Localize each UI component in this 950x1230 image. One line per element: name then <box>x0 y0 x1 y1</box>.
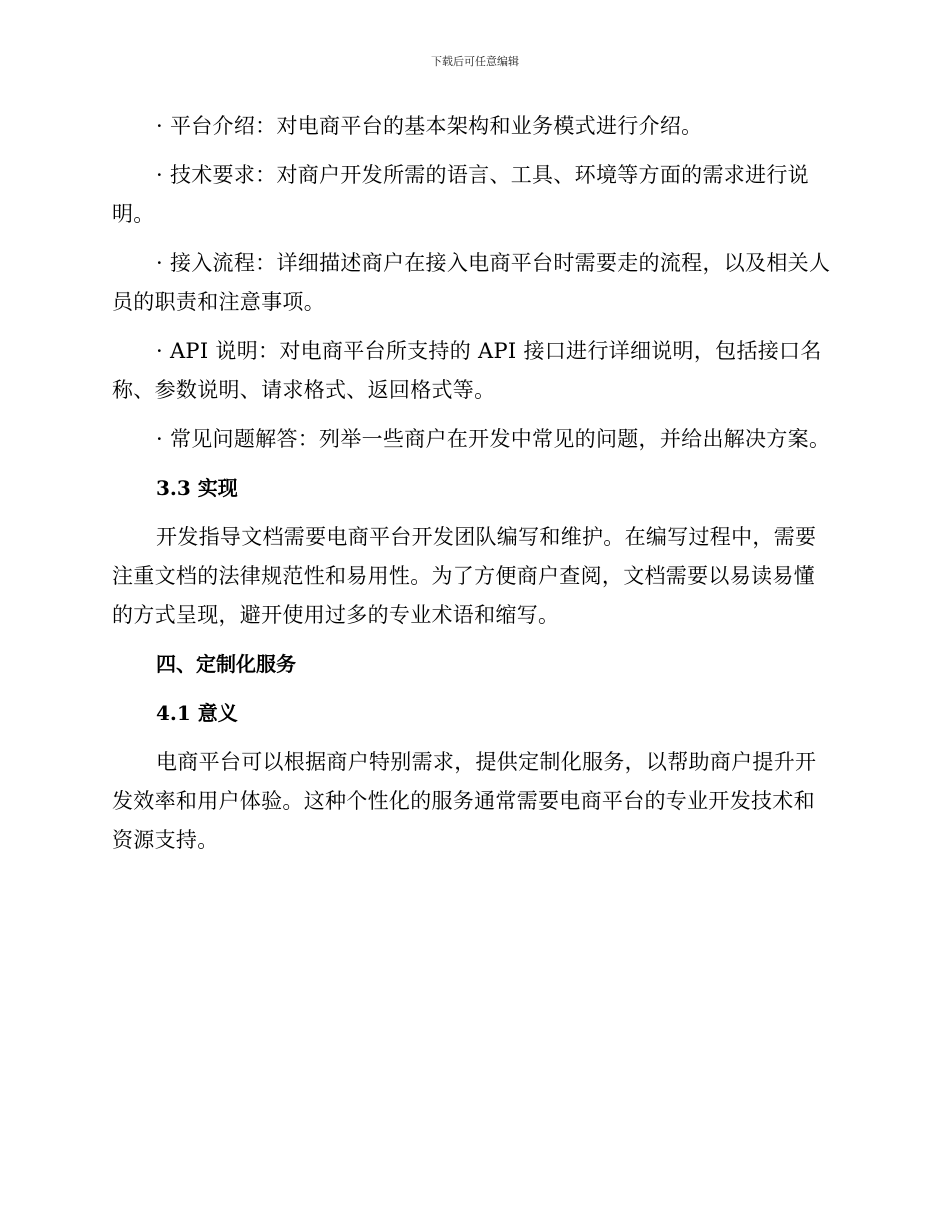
bullet-integration-process: · 接入流程：详细描述商户在接入电商平台时需要走的流程，以及相关人员的职责和注意事项。 <box>112 251 831 314</box>
section-3-3-paragraph: 开发指导文档需要电商平台开发团队编写和维护。在编写过程中，需要注重文档的法律规范性和易用性。为了方便商户查阅，文档需要以易读易懂的方式呈现，避开使用过多的专业术语和缩写。 <box>112 525 817 627</box>
spacer <box>112 410 832 420</box>
spacer <box>112 146 832 156</box>
spacer <box>112 684 832 694</box>
bullet-platform-intro: · 平台介绍：对电商平台的基本架构和业务模式进行介绍。 <box>156 114 703 138</box>
section-heading-4-1: 4.1 意义 <box>156 701 238 725</box>
bullet-faq: · 常见问题解答：列举一些商户在开发中常见的问题，并给出解决方案。 <box>156 427 831 451</box>
spacer <box>112 322 832 332</box>
spacer <box>112 234 832 244</box>
spacer <box>112 733 832 743</box>
spacer <box>112 459 832 469</box>
section-4-1-paragraph: 电商平台可以根据商户特别需求，提供定制化服务，以帮助商户提升开发效率和用户体验。这种个性化的服务通常需要电商平台的专业开发技术和资源支持。 <box>112 750 817 852</box>
section-heading-3-3: 3.3 实现 <box>156 476 238 500</box>
spacer <box>112 508 832 518</box>
header-note: 下载后可任意编辑 <box>431 55 519 68</box>
bullet-api-description: · API 说明：对电商平台所支持的 API 接口进行详细说明，包括接口名称、参数说明、请求格式、返回格式等。 <box>112 339 822 402</box>
bullet-tech-requirements: · 技术要求：对商户开发所需的语言、工具、环境等方面的需求进行说明。 <box>112 163 809 226</box>
document-body <box>112 107 832 860</box>
spacer <box>112 635 832 645</box>
section-heading-4: 四、定制化服务 <box>156 652 296 676</box>
